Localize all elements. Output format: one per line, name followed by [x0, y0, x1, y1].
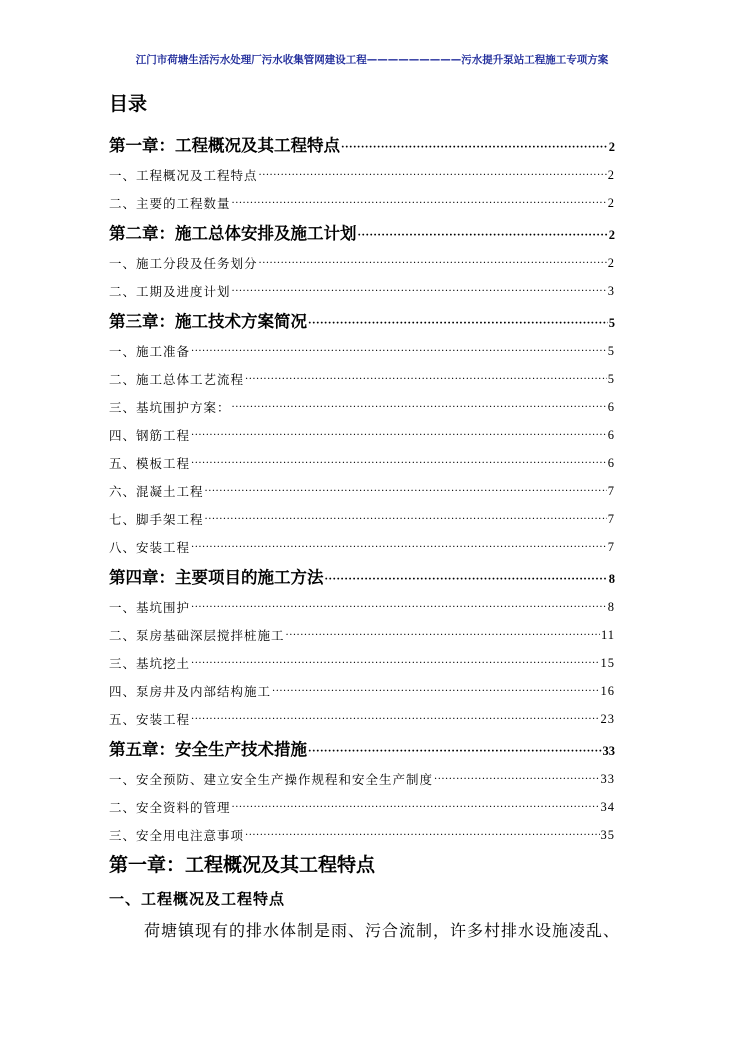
toc-section-entry[interactable]: [109, 416, 615, 444]
toc-dot-leader: [232, 403, 607, 413]
toc-page-number: 5: [607, 344, 615, 358]
toc-section-entry[interactable]: [109, 332, 615, 360]
toc-chapter-entry[interactable]: [109, 212, 615, 244]
toc-page-number: 3: [607, 284, 615, 298]
toc-section-entry[interactable]: [109, 588, 615, 616]
toc-entry-text: 三、安全用电注意事项: [109, 828, 245, 843]
toc-page-number: 23: [600, 712, 615, 726]
toc-entry-text: 二、施工总体工艺流程: [109, 372, 245, 387]
toc-chapter-entry[interactable]: [109, 124, 615, 156]
toc-page-number: 7: [607, 540, 615, 554]
toc-entry-text: 四、钢筋工程: [109, 428, 191, 443]
toc-dot-leader: [341, 143, 608, 153]
toc-page-number: 6: [607, 456, 615, 470]
toc-dot-leader: [191, 659, 599, 669]
toc-entry-text: 二、泵房基础深层搅拌桩施工: [109, 628, 285, 643]
toc-section-entry[interactable]: [109, 272, 615, 300]
toc-dot-leader: [191, 459, 607, 469]
toc-dot-leader: [259, 259, 607, 269]
toc-page-number: 7: [607, 512, 615, 526]
toc-dot-leader: [245, 375, 607, 385]
toc-dot-leader: [232, 287, 607, 297]
toc-dot-leader: [205, 515, 607, 525]
toc-page-number: 7: [607, 484, 615, 498]
toc-entry-text: 二、安全资料的管理: [109, 800, 231, 815]
toc-entry-text: 八、安装工程: [109, 540, 191, 555]
toc-entry-text: 一、施工分段及任务划分: [109, 256, 258, 271]
toc-section-entry[interactable]: [109, 244, 615, 272]
toc-dot-leader: [205, 487, 607, 497]
toc-dot-leader: [286, 631, 600, 641]
section-heading: 一、工程概况及工程特点: [109, 890, 286, 908]
toc-entry-text: 一、安全预防、建立安全生产操作规程和安全生产制度: [109, 772, 434, 787]
toc-entry-text: 五、模板工程: [109, 456, 191, 471]
table-of-contents: [109, 124, 615, 844]
chapter-heading: 第一章：工程概况及其工程特点: [109, 854, 376, 876]
toc-page-number: 33: [600, 772, 615, 786]
toc-section-entry[interactable]: [109, 816, 615, 844]
toc-entry-text: 二、工期及进度计划: [109, 284, 231, 299]
toc-section-entry[interactable]: [109, 156, 615, 184]
toc-dot-leader: [191, 347, 607, 357]
toc-chapter-entry[interactable]: [109, 300, 615, 332]
toc-page-number: 15: [600, 656, 615, 670]
toc-dot-leader: [191, 715, 599, 725]
toc-entry-text: 六、混凝土工程: [109, 484, 204, 499]
toc-entry-text: 第一章：工程概况及其工程特点: [109, 136, 340, 155]
toc-section-entry[interactable]: [109, 472, 615, 500]
toc-entry-text: 三、基坑挖土: [109, 656, 191, 671]
toc-page-number: 2: [607, 168, 615, 182]
toc-page-number: 2: [608, 140, 615, 154]
toc-section-entry[interactable]: [109, 528, 615, 556]
toc-entry-text: 三、基坑围护方案：: [109, 400, 231, 415]
toc-dot-leader: [325, 575, 608, 585]
toc-page-number: 8: [608, 572, 615, 586]
toc-page-number: 5: [608, 316, 615, 330]
toc-dot-leader: [191, 603, 607, 613]
toc-dot-leader: [232, 199, 607, 209]
toc-dot-leader: [308, 319, 608, 329]
toc-page-number: 5: [607, 372, 615, 386]
toc-dot-leader: [272, 687, 599, 697]
toc-page-number: 2: [607, 196, 615, 210]
toc-section-entry[interactable]: [109, 672, 615, 700]
toc-section-entry[interactable]: [109, 760, 615, 788]
toc-section-entry[interactable]: [109, 184, 615, 212]
toc-entry-text: 第五章：安全生产技术措施: [109, 740, 307, 759]
toc-page-number: 8: [607, 600, 615, 614]
toc-dot-leader: [245, 831, 599, 841]
toc-chapter-entry[interactable]: [109, 556, 615, 588]
toc-entry-text: 第三章：施工技术方案简况: [109, 312, 307, 331]
toc-page-number: 6: [607, 428, 615, 442]
toc-chapter-entry[interactable]: [109, 728, 615, 760]
toc-entry-text: 四、泵房井及内部结构施工: [109, 684, 272, 699]
toc-dot-leader: [259, 171, 607, 181]
toc-page-number: 2: [607, 256, 615, 270]
body-paragraph: 荷塘镇现有的排水体制是雨、污合流制，许多村排水设施凌乱、: [144, 921, 621, 940]
toc-page-number: 2: [608, 228, 615, 242]
toc-dot-leader: [434, 775, 599, 785]
toc-entry-text: 二、主要的工程数量: [109, 196, 231, 211]
toc-dot-leader: [191, 543, 607, 553]
toc-section-entry[interactable]: [109, 388, 615, 416]
toc-page-number: 16: [600, 684, 615, 698]
toc-page-number: 33: [602, 744, 615, 758]
toc-page-number: 11: [600, 628, 615, 642]
toc-page-number: 6: [607, 400, 615, 414]
toc-dot-leader: [308, 747, 602, 757]
toc-entry-text: 七、脚手架工程: [109, 512, 204, 527]
toc-section-entry[interactable]: [109, 360, 615, 388]
toc-entry-text: 一、施工准备: [109, 344, 191, 359]
toc-section-entry[interactable]: [109, 788, 615, 816]
toc-page-number: 34: [600, 800, 615, 814]
toc-entry-text: 一、工程概况及工程特点: [109, 168, 258, 183]
toc-page-number: 35: [600, 828, 615, 842]
toc-section-entry[interactable]: [109, 444, 615, 472]
toc-section-entry[interactable]: [109, 616, 615, 644]
toc-dot-leader: [232, 803, 600, 813]
toc-entry-text: 五、安装工程: [109, 712, 191, 727]
toc-dot-leader: [358, 231, 608, 241]
document-header: 江门市荷塘生活污水处理厂污水收集管网建设工程—————————污水提升泵站工程施工专项方案: [135, 54, 609, 66]
toc-dot-leader: [191, 431, 607, 441]
toc-section-entry[interactable]: [109, 644, 615, 672]
toc-entry-text: 第四章：主要项目的施工方法: [109, 568, 324, 587]
toc-entry-text: 一、基坑围护: [109, 600, 191, 615]
toc-title: 目录: [109, 93, 148, 115]
toc-section-entry[interactable]: [109, 700, 615, 728]
toc-section-entry[interactable]: [109, 500, 615, 528]
toc-entry-text: 第二章：施工总体安排及施工计划: [109, 224, 357, 243]
